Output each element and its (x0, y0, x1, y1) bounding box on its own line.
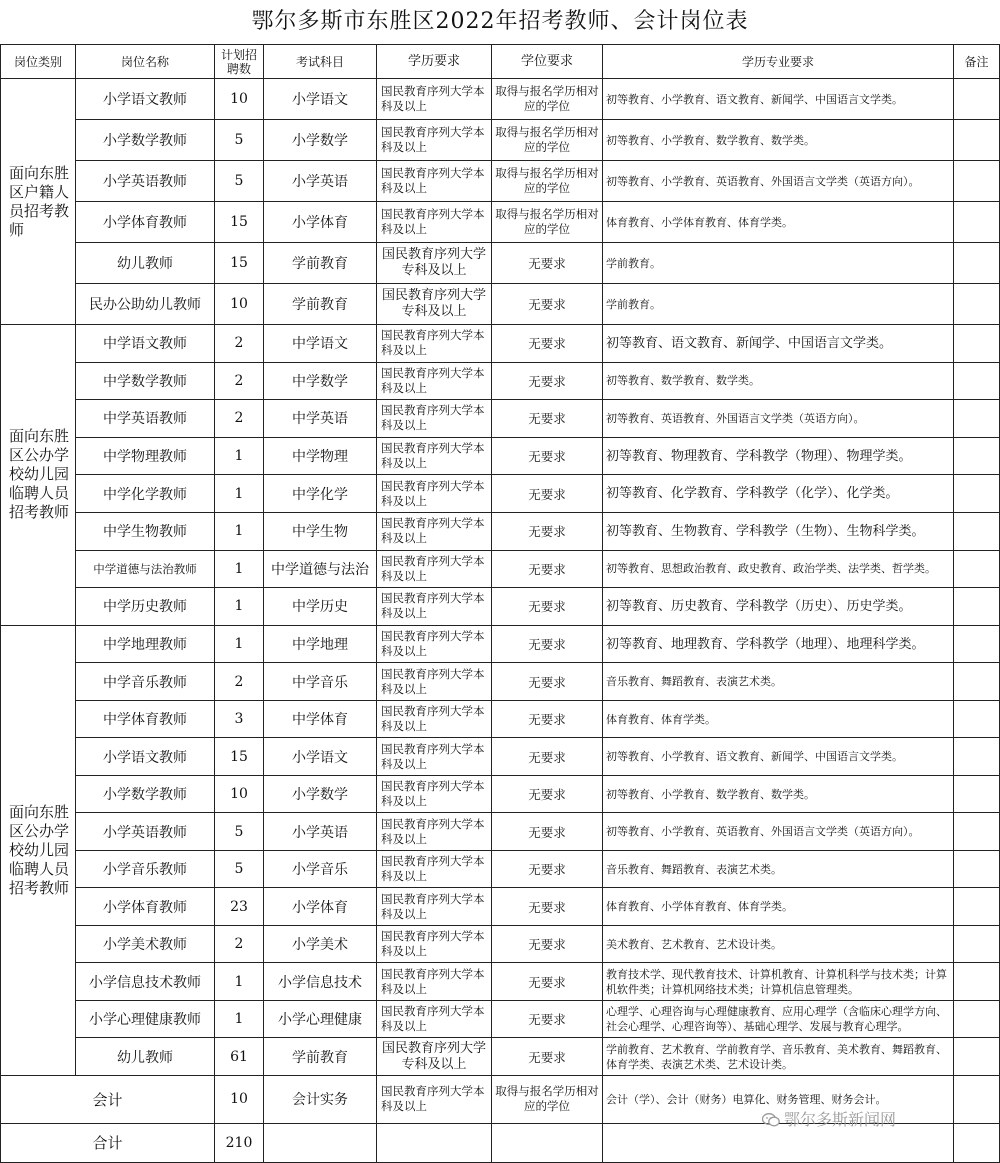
remark-cell (954, 120, 1000, 161)
position-cell: 小学语文教师 (76, 738, 215, 776)
major-cell: 心理学、心理咨询与心理健康教育、应用心理学（含临床心理学方向、社会心理学、心理咨询等）、基础心理学、发展与教育心理学。 (603, 1000, 954, 1038)
education-cell: 国民教育序列大学本科及以上 (377, 475, 492, 513)
education-cell: 国民教育序列大学本科及以上 (377, 437, 492, 475)
major-cell: 体育教育、小学体育教育、体育学类。 (603, 888, 954, 926)
count-cell: 1 (215, 588, 264, 626)
education-cell: 国民教育序列大学本科及以上 (377, 625, 492, 663)
table-row (1, 243, 1000, 284)
education-cell: 国民教育序列大学专科及以上 (377, 284, 492, 325)
major-cell: 初等教育、小学教育、数学教育、数学类。 (603, 775, 954, 813)
education-cell: 国民教育序列大学专科及以上 (377, 1038, 492, 1076)
subject-cell: 会计实务 (264, 1075, 377, 1123)
degree-cell: 取得与报名学历相对应的学位 (492, 1075, 603, 1123)
table-row (1, 284, 1000, 325)
degree-cell: 取得与报名学历相对应的学位 (492, 79, 603, 120)
education-cell: 国民教育序列大学本科及以上 (377, 738, 492, 776)
empty-cell (492, 1123, 603, 1162)
degree-cell: 无要求 (492, 550, 603, 588)
major-cell: 初等教育、历史教育、学科教学（历史）、历史学类。 (603, 588, 954, 626)
position-cell: 中学生物教师 (76, 512, 215, 550)
position-cell: 幼儿教师 (76, 1038, 215, 1076)
position-cell: 小学心理健康教师 (76, 1000, 215, 1038)
remark-cell (954, 512, 1000, 550)
remark-cell (954, 325, 1000, 363)
subject-cell: 中学语文 (264, 325, 377, 363)
degree-cell: 取得与报名学历相对应的学位 (492, 161, 603, 202)
major-cell: 音乐教育、舞蹈教育、表演艺术类。 (603, 850, 954, 888)
degree-cell: 无要求 (492, 1000, 603, 1038)
major-cell: 体育教育、小学体育教育、体育学类。 (603, 202, 954, 243)
header-remark: 备注 (954, 45, 1000, 79)
degree-cell: 无要求 (492, 925, 603, 963)
position-cell: 中学地理教师 (76, 625, 215, 663)
major-cell: 教育技术学、现代教育技术、计算机教育、计算机科学与技术类；计算机软件类；计算机网络技术类；计算机信息管理类。 (603, 963, 954, 1001)
count-cell: 2 (215, 362, 264, 400)
remark-cell (954, 1038, 1000, 1076)
subject-cell: 小学英语 (264, 813, 377, 851)
major-cell: 初等教育、小学教育、语文教育、新闻学、中国语言文学类。 (603, 738, 954, 776)
count-cell: 1 (215, 512, 264, 550)
subject-cell: 中学生物 (264, 512, 377, 550)
table-row (1, 663, 1000, 701)
degree-cell: 无要求 (492, 243, 603, 284)
education-cell: 国民教育序列大学本科及以上 (377, 925, 492, 963)
table-row (1, 512, 1000, 550)
subject-cell: 小学体育 (264, 888, 377, 926)
table-row (1, 79, 1000, 120)
education-cell: 国民教育序列大学本科及以上 (377, 161, 492, 202)
remark-cell (954, 925, 1000, 963)
subject-cell: 中学体育 (264, 700, 377, 738)
education-cell: 国民教育序列大学本科及以上 (377, 79, 492, 120)
remark-cell (954, 738, 1000, 776)
position-cell: 中学英语教师 (76, 400, 215, 438)
subject-cell: 小学数学 (264, 775, 377, 813)
education-cell: 国民教育序列大学本科及以上 (377, 588, 492, 626)
education-cell: 国民教育序列大学本科及以上 (377, 888, 492, 926)
subject-cell: 小学英语 (264, 161, 377, 202)
education-cell: 国民教育序列大学本科及以上 (377, 775, 492, 813)
major-cell: 学前教育。 (603, 284, 954, 325)
count-cell: 10 (215, 775, 264, 813)
education-cell: 国民教育序列大学本科及以上 (377, 362, 492, 400)
table-row (1, 775, 1000, 813)
subject-cell: 中学物理 (264, 437, 377, 475)
position-cell: 中学数学教师 (76, 362, 215, 400)
subject-cell: 学前教育 (264, 243, 377, 284)
subject-cell: 小学心理健康 (264, 1000, 377, 1038)
remark-cell (954, 79, 1000, 120)
category-cell: 面向东胜区公办学校幼儿园临聘人员招考教师 (1, 325, 76, 626)
major-cell: 学前教育、艺术教育、学前教育学、音乐教育、美术教育、舞蹈教育、体育学类、表演艺术类、艺术设计类。 (603, 1038, 954, 1076)
header-degree: 学位要求 (492, 45, 603, 79)
table-row (1, 550, 1000, 588)
count-cell: 2 (215, 925, 264, 963)
remark-cell (954, 813, 1000, 851)
degree-cell: 无要求 (492, 963, 603, 1001)
subject-cell: 小学美术 (264, 925, 377, 963)
position-cell: 小学英语教师 (76, 813, 215, 851)
count-cell: 1 (215, 1000, 264, 1038)
accounting-label: 会计 (1, 1075, 215, 1123)
count-cell: 2 (215, 663, 264, 701)
header-position: 岗位名称 (76, 45, 215, 79)
degree-cell: 无要求 (492, 325, 603, 363)
table-row (1, 1000, 1000, 1038)
degree-cell: 无要求 (492, 700, 603, 738)
degree-cell: 无要求 (492, 850, 603, 888)
education-cell: 国民教育序列大学专科及以上 (377, 243, 492, 284)
education-cell: 国民教育序列大学本科及以上 (377, 663, 492, 701)
major-cell: 美术教育、艺术教育、艺术设计类。 (603, 925, 954, 963)
education-cell: 国民教育序列大学本科及以上 (377, 400, 492, 438)
table-row (1, 437, 1000, 475)
count-cell: 5 (215, 850, 264, 888)
education-cell: 国民教育序列大学本科及以上 (377, 813, 492, 851)
remark-cell (954, 775, 1000, 813)
degree-cell: 无要求 (492, 625, 603, 663)
count-cell: 15 (215, 202, 264, 243)
table-row (1, 362, 1000, 400)
subject-cell: 中学道德与法治 (264, 550, 377, 588)
total-count: 210 (215, 1123, 264, 1162)
degree-cell: 无要求 (492, 888, 603, 926)
table-row (1, 161, 1000, 202)
subject-cell: 小学音乐 (264, 850, 377, 888)
remark-cell (954, 475, 1000, 513)
remark-cell (954, 400, 1000, 438)
remark-cell (954, 284, 1000, 325)
major-cell: 初等教育、物理教育、学科教学（物理）、物理学类。 (603, 437, 954, 475)
major-cell: 音乐教育、舞蹈教育、表演艺术类。 (603, 663, 954, 701)
position-cell: 小学信息技术教师 (76, 963, 215, 1001)
count-cell: 1 (215, 963, 264, 1001)
education-cell: 国民教育序列大学本科及以上 (377, 120, 492, 161)
count-cell: 1 (215, 550, 264, 588)
subject-cell: 中学历史 (264, 588, 377, 626)
major-cell: 学前教育。 (603, 243, 954, 284)
empty-cell (264, 1123, 377, 1162)
count-cell: 5 (215, 161, 264, 202)
position-cell: 小学英语教师 (76, 161, 215, 202)
table-row (1, 325, 1000, 363)
major-cell: 初等教育、小学教育、数学教育、数学类。 (603, 120, 954, 161)
table-row (1, 1038, 1000, 1076)
education-cell: 国民教育序列大学本科及以上 (377, 202, 492, 243)
remark-cell (954, 550, 1000, 588)
count-cell: 23 (215, 888, 264, 926)
count-cell: 10 (215, 79, 264, 120)
header-major: 学历专业要求 (603, 45, 954, 79)
degree-cell: 无要求 (492, 663, 603, 701)
degree-cell: 无要求 (492, 400, 603, 438)
empty-cell (954, 1123, 1000, 1162)
count-cell: 3 (215, 700, 264, 738)
remark-cell (954, 888, 1000, 926)
count-cell: 1 (215, 625, 264, 663)
remark-cell (954, 625, 1000, 663)
degree-cell: 无要求 (492, 437, 603, 475)
count-cell: 15 (215, 243, 264, 284)
subject-cell: 学前教育 (264, 284, 377, 325)
remark-cell (954, 663, 1000, 701)
subject-cell: 小学语文 (264, 79, 377, 120)
header-education: 学历要求 (377, 45, 492, 79)
major-cell: 初等教育、语文教育、新闻学、中国语言文学类。 (603, 325, 954, 363)
empty-cell (377, 1123, 492, 1162)
count-cell: 15 (215, 738, 264, 776)
position-cell: 中学历史教师 (76, 588, 215, 626)
category-cell: 面向东胜区户籍人员招考教师 (1, 79, 76, 325)
position-cell: 幼儿教师 (76, 243, 215, 284)
position-cell: 民办公助幼儿教师 (76, 284, 215, 325)
education-cell: 国民教育序列大学本科及以上 (377, 1000, 492, 1038)
header-row (1, 45, 1000, 79)
education-cell: 国民教育序列大学本科及以上 (377, 963, 492, 1001)
subject-cell: 小学体育 (264, 202, 377, 243)
positions-table (0, 44, 1000, 1163)
count-cell: 61 (215, 1038, 264, 1076)
degree-cell: 无要求 (492, 588, 603, 626)
major-cell: 初等教育、数学教育、数学类。 (603, 362, 954, 400)
major-cell: 体育教育、体育学类。 (603, 700, 954, 738)
position-cell: 小学音乐教师 (76, 850, 215, 888)
table-row (1, 850, 1000, 888)
watermark-text: 鄂尔多斯新闻网 (784, 1110, 897, 1129)
degree-cell: 无要求 (492, 1038, 603, 1076)
major-cell: 初等教育、英语教育、外国语言文学类（英语方向）。 (603, 400, 954, 438)
degree-cell: 无要求 (492, 775, 603, 813)
header-count: 计划招聘数 (215, 45, 264, 79)
position-cell: 小学体育教师 (76, 202, 215, 243)
degree-cell: 无要求 (492, 362, 603, 400)
education-cell: 国民教育序列大学本科及以上 (377, 1075, 492, 1123)
position-cell: 小学语文教师 (76, 79, 215, 120)
subject-cell: 小学信息技术 (264, 963, 377, 1001)
table-row (1, 475, 1000, 513)
table-row (1, 925, 1000, 963)
subject-cell: 小学数学 (264, 120, 377, 161)
subject-cell: 中学地理 (264, 625, 377, 663)
position-cell: 中学化学教师 (76, 475, 215, 513)
remark-cell (954, 362, 1000, 400)
table-row (1, 963, 1000, 1001)
count-cell: 1 (215, 437, 264, 475)
count-cell: 5 (215, 120, 264, 161)
table-row (1, 588, 1000, 626)
major-cell: 初等教育、生物教育、学科教学（生物）、生物科学类。 (603, 512, 954, 550)
source-watermark (762, 1107, 896, 1133)
education-cell: 国民教育序列大学本科及以上 (377, 325, 492, 363)
major-cell: 初等教育、小学教育、英语教育、外国语言文学类（英语方向）。 (603, 813, 954, 851)
table-row (1, 738, 1000, 776)
remark-cell (954, 850, 1000, 888)
position-cell: 小学数学教师 (76, 775, 215, 813)
major-cell: 初等教育、小学教育、语文教育、新闻学、中国语言文学类。 (603, 79, 954, 120)
table-row (1, 888, 1000, 926)
position-cell: 小学数学教师 (76, 120, 215, 161)
table-row (1, 400, 1000, 438)
count-cell: 2 (215, 400, 264, 438)
subject-cell: 学前教育 (264, 1038, 377, 1076)
remark-cell (954, 202, 1000, 243)
degree-cell: 无要求 (492, 813, 603, 851)
degree-cell: 取得与报名学历相对应的学位 (492, 120, 603, 161)
remark-cell (954, 700, 1000, 738)
major-cell: 初等教育、小学教育、英语教育、外国语言文学类（英语方向）。 (603, 161, 954, 202)
table-row (1, 700, 1000, 738)
remark-cell (954, 1075, 1000, 1123)
count-cell: 2 (215, 325, 264, 363)
education-cell: 国民教育序列大学本科及以上 (377, 550, 492, 588)
total-label: 合计 (1, 1123, 215, 1162)
remark-cell (954, 437, 1000, 475)
subject-cell: 中学化学 (264, 475, 377, 513)
major-cell: 初等教育、地理教育、学科教学（地理）、地理科学类。 (603, 625, 954, 663)
header-subject: 考试科目 (264, 45, 377, 79)
table-row (1, 813, 1000, 851)
degree-cell: 无要求 (492, 475, 603, 513)
table-row (1, 202, 1000, 243)
remark-cell (954, 161, 1000, 202)
education-cell: 国民教育序列大学本科及以上 (377, 850, 492, 888)
table-row (1, 625, 1000, 663)
remark-cell (954, 588, 1000, 626)
education-cell: 国民教育序列大学本科及以上 (377, 512, 492, 550)
degree-cell: 无要求 (492, 738, 603, 776)
subject-cell: 中学音乐 (264, 663, 377, 701)
page-title: 鄂尔多斯市东胜区2022年招考教师、会计岗位表 (251, 9, 749, 34)
position-cell: 中学语文教师 (76, 325, 215, 363)
count-cell: 5 (215, 813, 264, 851)
header-category: 岗位类别 (1, 45, 76, 79)
subject-cell: 中学英语 (264, 400, 377, 438)
education-cell: 国民教育序列大学本科及以上 (377, 700, 492, 738)
position-cell: 中学道德与法治教师 (76, 550, 215, 588)
table-row (1, 120, 1000, 161)
count-cell: 10 (215, 1075, 264, 1123)
remark-cell (954, 963, 1000, 1001)
degree-cell: 取得与报名学历相对应的学位 (492, 202, 603, 243)
remark-cell (954, 1000, 1000, 1038)
position-cell: 中学体育教师 (76, 700, 215, 738)
major-cell: 初等教育、思想政治教育、政史教育、政治学类、法学类、哲学类。 (603, 550, 954, 588)
category-cell: 面向东胜区公办学校幼儿园临聘人员招考教师 (1, 625, 76, 1075)
wechat-icon (762, 1113, 780, 1127)
position-cell: 中学物理教师 (76, 437, 215, 475)
position-cell: 中学音乐教师 (76, 663, 215, 701)
degree-cell: 无要求 (492, 284, 603, 325)
major-cell: 初等教育、化学教育、学科教学（化学）、化学类。 (603, 475, 954, 513)
subject-cell: 小学语文 (264, 738, 377, 776)
position-cell: 小学美术教师 (76, 925, 215, 963)
count-cell: 10 (215, 284, 264, 325)
remark-cell (954, 243, 1000, 284)
degree-cell: 无要求 (492, 512, 603, 550)
position-cell: 小学体育教师 (76, 888, 215, 926)
count-cell: 1 (215, 475, 264, 513)
subject-cell: 中学数学 (264, 362, 377, 400)
major-cell: 会计（学）、会计（财务）电算化、财务管理、财务会计。 (603, 1075, 954, 1123)
